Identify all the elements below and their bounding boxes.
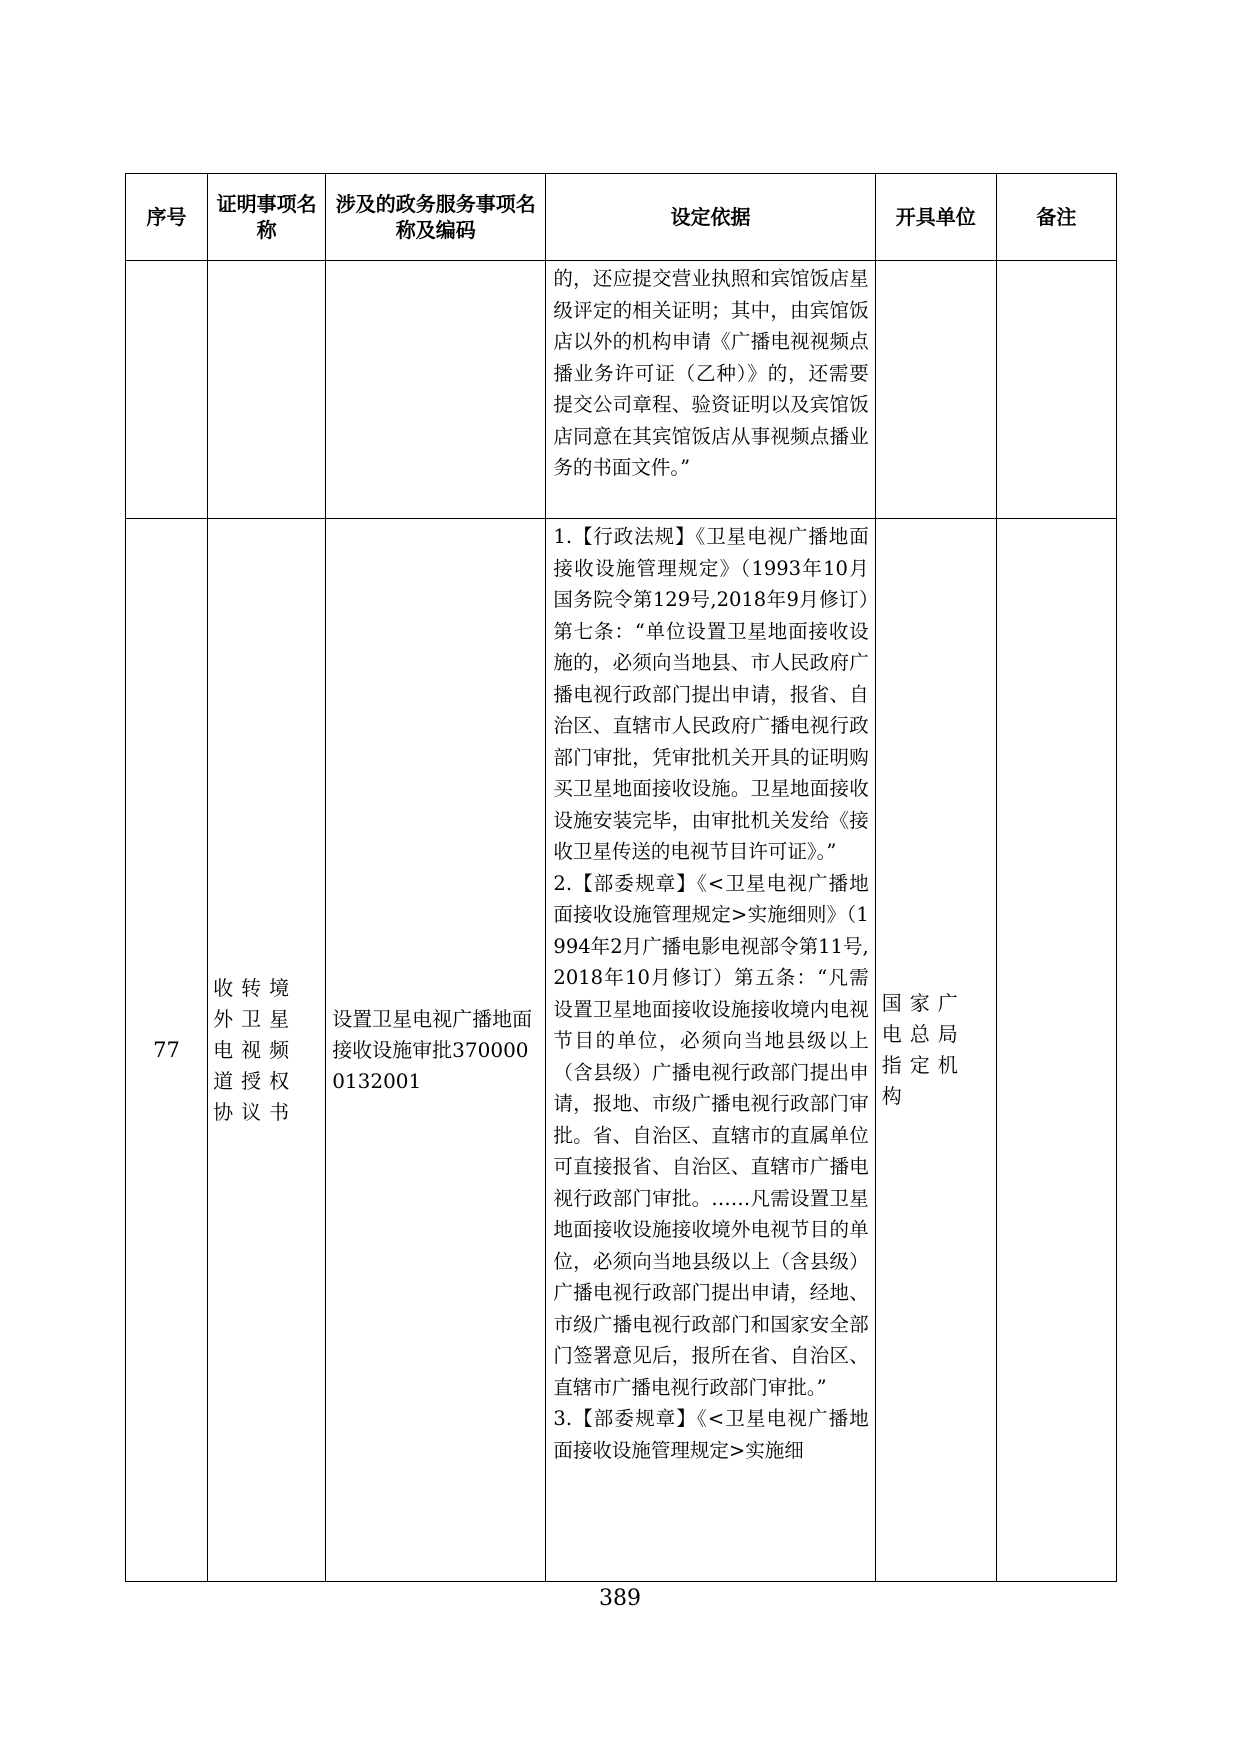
cell-issuer [875, 261, 996, 519]
cell-issuer: 国家广电总局指定机构 [875, 519, 996, 1582]
header-seq: 序号 [126, 174, 208, 261]
basis-paragraph-1: 1.【行政法规】《卫星电视广播地面接收设施管理规定》（1993年10月国务院令第129号,2018年9月修订）第七条：“单位设置卫星地面接收设施的，必须向当地县、市人民政府广播电视行政部门提出申请，报省、自治区、直辖市人民政府广播电视行政部门审批，凭审批机关开具的证明购买卫星地面接收设施。卫星地面接收设施安装完毕，由审批机关发给《接收卫星传送的电视节目许可证》。” [553, 525, 869, 863]
certification-items-table [125, 173, 1117, 1582]
cell-basis [546, 261, 875, 519]
cell-service-item: 设置卫星电视广播地面接收设施审批3700000132001 [326, 519, 546, 1582]
table-header-row [126, 174, 1117, 261]
cell-proof-item-name: 收转境外卫星电视频道授权协议书 [208, 519, 326, 1582]
cell-proof-item-name [208, 261, 326, 519]
header-proof-item-name: 证明事项名称 [208, 174, 326, 261]
cell-remark [996, 519, 1116, 1582]
header-service-item: 涉及的政务服务事项名称及编码 [326, 174, 546, 261]
header-remark: 备注 [996, 174, 1116, 261]
cell-seq: 77 [126, 519, 208, 1582]
cell-basis [546, 519, 875, 1582]
header-basis: 设定依据 [546, 174, 875, 261]
cell-remark [996, 261, 1116, 519]
cell-service-item [326, 261, 546, 519]
basis-paragraph: 的，还应提交营业执照和宾馆饭店星级评定的相关证明；其中，由宾馆饭店以外的机构申请《广播电视视频点播业务许可证（乙种）》的，还需要提交公司章程、验资证明以及宾馆饭店同意在其宾馆饭店从事视频点播业务的书面文件。” [553, 267, 869, 479]
table-row-continuation [126, 261, 1117, 519]
table-row-77 [126, 519, 1117, 1582]
basis-paragraph-3: 3.【部委规章】《<卫星电视广播地面接收设施管理规定>实施细 [553, 1407, 869, 1462]
basis-paragraph-2: 2.【部委规章】《<卫星电视广播地面接收设施管理规定>实施细则》（1994年2月广播电影电视部令第11号,2018年10月修订）第五条：“凡需设置卫星地面接收设施接收境内电视节目的单位，必须向当地县级以上（含县级）广播电视行政部门提出申请，报地、市级广播电视行政部门审批。省、自治区、直辖市的直属单位可直接报省、自治区、直辖市广播电视行政部门审批。……凡需设置卫星地面接收设施接收境外电视节目的单位，必须向当地县级以上（含县级）广播电视行政部门提出申请，经地、市级广播电视行政部门和国家安全部门签署意见后，报所在省、自治区、直辖市广播电视行政部门审批。” [553, 871, 869, 1399]
header-issuer: 开具单位 [875, 174, 996, 261]
page-number: 389 [599, 1586, 641, 1611]
cell-seq [126, 261, 208, 519]
